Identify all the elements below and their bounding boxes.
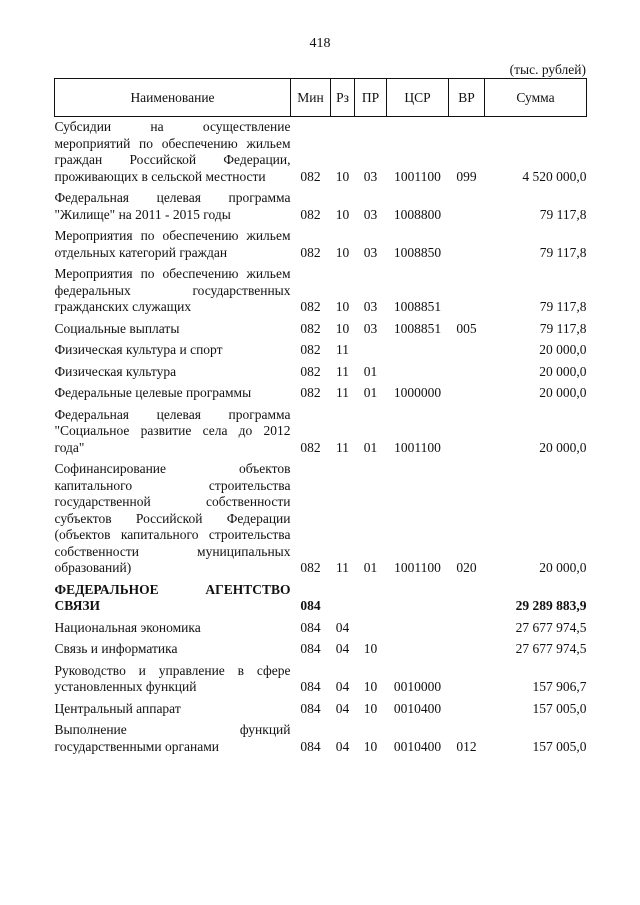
row-sum: 4 520 000,0 xyxy=(522,168,587,184)
row-name: Физическая культура и спорт xyxy=(54,342,223,357)
row-csr: 0010400 xyxy=(393,700,442,716)
row-rz: 11 xyxy=(336,363,349,379)
row-name: Федеральная целевая программа "Социальное развитие села до 2012 года" xyxy=(54,406,291,455)
row-vr xyxy=(449,699,485,721)
row-csr: 1008850 xyxy=(393,244,442,260)
row-pr: 10 xyxy=(363,738,378,754)
row-name: Центральный аппарат xyxy=(54,700,181,716)
row-rz: 04 xyxy=(335,679,350,694)
row-vr: 005 xyxy=(456,320,477,336)
table-row xyxy=(55,618,587,640)
row-min: 084 xyxy=(300,598,321,613)
row-pr: 03 xyxy=(363,206,378,222)
table-body xyxy=(55,117,587,759)
header-pr: ПР xyxy=(355,79,387,117)
row-min: 084 xyxy=(300,738,321,754)
header-name: Наименование xyxy=(55,79,291,117)
row-min: 082 xyxy=(300,244,321,260)
row-name: Физическая культура xyxy=(54,363,177,379)
header-min: Мин xyxy=(291,79,331,117)
row-min: 084 xyxy=(300,679,321,694)
table-row xyxy=(55,699,587,721)
row-vr xyxy=(449,639,485,661)
row-min: 082 xyxy=(300,560,321,575)
row-rz: 11 xyxy=(336,342,349,357)
row-sum: 79 117,8 xyxy=(539,206,587,222)
row-rz: 04 xyxy=(335,700,350,716)
row-rz xyxy=(331,580,355,618)
row-min: 082 xyxy=(300,168,321,184)
row-csr xyxy=(387,340,449,362)
row-rz: 10 xyxy=(335,206,350,222)
row-name: Мероприятия по обеспечению жильем федеральных государственных гражданских служащих xyxy=(54,266,291,314)
row-csr: 1008851 xyxy=(393,320,442,336)
row-pr: 01 xyxy=(363,385,378,400)
row-pr: 03 xyxy=(363,244,378,260)
row-csr: 1008800 xyxy=(393,206,442,222)
row-csr: 1001100 xyxy=(394,168,441,184)
row-min: 082 xyxy=(300,385,321,400)
row-csr xyxy=(387,639,449,661)
row-sum: 157 005,0 xyxy=(532,738,587,754)
row-csr xyxy=(387,580,449,618)
row-vr xyxy=(449,340,485,362)
row-rz: 04 xyxy=(335,619,350,635)
row-vr: 020 xyxy=(456,560,477,575)
row-vr xyxy=(449,661,485,699)
table-row xyxy=(55,362,587,384)
row-min: 082 xyxy=(300,206,321,222)
row-rz: 10 xyxy=(335,244,350,260)
row-pr: 03 xyxy=(363,320,378,336)
row-name: Софинансирование объектов капитального строительства государственной собственности субъектов Российской Федерации (объектов капитального строительства собственности муниципальных образований) xyxy=(54,461,291,575)
row-name: Федеральная целевая программа "Жилище" на 2011 - 2015 годы xyxy=(54,190,291,222)
row-sum: 20 000,0 xyxy=(539,560,587,575)
table-row xyxy=(55,720,587,758)
row-min: 084 xyxy=(300,619,321,635)
row-csr: 1001100 xyxy=(394,439,441,455)
row-sum: 20 000,0 xyxy=(539,342,587,357)
row-name: Мероприятия по обеспечению жильем отдельных категорий граждан xyxy=(54,228,291,260)
units-label: (тыс. рублей) xyxy=(509,62,586,77)
row-csr: 0010400 xyxy=(393,738,442,754)
row-rz: 04 xyxy=(335,738,350,754)
row-vr xyxy=(449,362,485,384)
row-vr xyxy=(449,264,485,319)
row-sum: 20 000,0 xyxy=(539,439,587,455)
row-vr: 099 xyxy=(456,168,477,184)
row-rz: 10 xyxy=(335,299,350,314)
row-vr: 012 xyxy=(456,738,477,754)
row-pr: 03 xyxy=(363,168,378,184)
header-sum: Сумма xyxy=(485,79,587,117)
row-csr xyxy=(387,362,449,384)
budget-table xyxy=(54,78,587,758)
row-name: Выполнение функций государственными органами xyxy=(54,722,291,754)
row-pr: 01 xyxy=(363,439,378,455)
row-pr: 03 xyxy=(363,299,378,314)
row-sum: 79 117,8 xyxy=(539,320,587,336)
row-name: Руководство и управление в сфере установленных функций xyxy=(54,662,291,694)
row-pr xyxy=(355,618,387,640)
header-csr: ЦСР xyxy=(387,79,449,117)
row-csr xyxy=(387,618,449,640)
row-rz: 11 xyxy=(336,560,349,575)
row-csr: 0010000 xyxy=(393,679,442,694)
row-pr: 10 xyxy=(363,641,378,656)
row-sum: 79 117,8 xyxy=(539,299,587,314)
row-name: Социальные выплаты xyxy=(54,320,180,336)
table-row xyxy=(55,580,587,618)
row-rz: 11 xyxy=(336,385,349,400)
row-rz: 11 xyxy=(336,439,349,455)
row-min: 082 xyxy=(300,342,321,357)
row-sum: 20 000,0 xyxy=(539,363,587,379)
row-sum: 157 005,0 xyxy=(532,700,587,716)
row-sum: 157 906,7 xyxy=(532,679,587,694)
header-rz: Рз xyxy=(331,79,355,117)
row-pr: 10 xyxy=(363,679,378,694)
row-sum: 20 000,0 xyxy=(539,385,587,400)
row-csr: 1001100 xyxy=(394,560,441,575)
row-min: 082 xyxy=(300,299,321,314)
row-rz: 10 xyxy=(335,168,350,184)
table-row xyxy=(55,319,587,341)
row-pr: 01 xyxy=(363,363,378,379)
table-row xyxy=(55,188,587,226)
row-min: 082 xyxy=(300,363,321,379)
row-min: 084 xyxy=(300,641,321,656)
row-rz: 04 xyxy=(335,641,350,656)
row-min: 082 xyxy=(300,320,321,336)
row-sum: 29 289 883,9 xyxy=(515,598,587,613)
table-row xyxy=(55,405,587,460)
row-name: ФЕДЕРАЛЬНОЕ АГЕНТСТВО СВЯЗИ xyxy=(54,581,291,613)
row-name: Связь и информатика xyxy=(54,641,178,656)
row-sum: 27 677 974,5 xyxy=(515,641,587,656)
table-row xyxy=(55,264,587,319)
row-vr xyxy=(449,580,485,618)
row-min: 084 xyxy=(300,700,321,716)
table-row xyxy=(55,661,587,699)
row-vr xyxy=(449,405,485,460)
row-csr: 1000000 xyxy=(393,385,442,400)
row-name: Субсидии на осуществление мероприятий по обеспечению жильем граждан Российской Федерации, проживающих в сельской местности xyxy=(54,119,291,184)
table-row xyxy=(55,383,587,405)
row-vr xyxy=(449,188,485,226)
header-vr: ВР xyxy=(449,79,485,117)
row-name: Федеральные целевые программы xyxy=(54,385,252,400)
row-vr xyxy=(449,618,485,640)
row-pr xyxy=(355,340,387,362)
row-min: 082 xyxy=(300,439,321,455)
table-row xyxy=(55,340,587,362)
row-name: Национальная экономика xyxy=(54,619,201,635)
row-vr xyxy=(449,383,485,405)
row-vr xyxy=(449,226,485,264)
page-number: 418 xyxy=(309,36,331,51)
table-row xyxy=(55,226,587,264)
row-pr: 10 xyxy=(363,700,378,716)
row-rz: 10 xyxy=(335,320,350,336)
row-pr: 01 xyxy=(363,560,378,575)
row-csr: 1008851 xyxy=(393,299,442,314)
table-row xyxy=(55,117,587,189)
table-row xyxy=(55,459,587,580)
row-sum: 79 117,8 xyxy=(539,244,587,260)
row-sum: 27 677 974,5 xyxy=(515,619,587,635)
row-pr xyxy=(355,580,387,618)
table-header xyxy=(55,79,587,117)
table-row xyxy=(55,639,587,661)
